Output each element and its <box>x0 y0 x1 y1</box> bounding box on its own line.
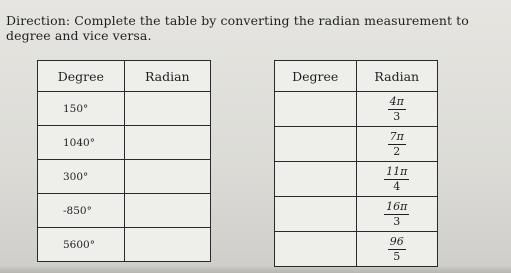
radian-fraction <box>388 236 406 263</box>
table-row <box>38 92 211 126</box>
fraction-denominator: 5 <box>393 250 401 263</box>
radian-cell <box>356 92 438 127</box>
direction-text: Direction: Complete the table by converting the radian measurement to degree and vice versa. <box>6 13 469 43</box>
fraction-denominator: 4 <box>393 180 401 193</box>
table-row <box>275 127 438 162</box>
degree-to-radian-table <box>37 60 211 262</box>
table-row <box>275 92 438 127</box>
degree-cell: 5600° <box>38 228 125 262</box>
radian-answer-cell[interactable] <box>124 126 210 160</box>
radian-fraction <box>384 201 409 228</box>
fraction-numerator: 16π <box>386 200 408 213</box>
page-edge-shadow <box>0 265 511 273</box>
fraction-denominator: 2 <box>393 145 401 158</box>
fraction-numerator: 11π <box>386 165 408 178</box>
fraction-denominator: 3 <box>393 215 401 228</box>
table-row <box>38 126 211 160</box>
table-row <box>275 197 438 232</box>
radian-answer-cell[interactable] <box>124 228 210 262</box>
fraction-numerator: 96 <box>389 235 404 248</box>
radian-answer-cell[interactable] <box>124 160 210 194</box>
degree-answer-cell[interactable] <box>275 232 357 267</box>
table-row <box>275 232 438 267</box>
radian-cell <box>356 232 438 267</box>
radian-fraction <box>384 166 409 193</box>
table-row <box>38 228 211 262</box>
radian-cell <box>356 162 438 197</box>
degree-answer-cell[interactable] <box>275 197 357 232</box>
fraction-denominator: 3 <box>393 110 401 123</box>
radian-fraction <box>388 96 406 123</box>
degree-header: Degree <box>275 61 357 92</box>
radian-answer-cell[interactable] <box>124 92 210 126</box>
radian-cell <box>356 197 438 232</box>
fraction-numerator: 7π <box>389 130 404 143</box>
table-header-row <box>38 61 211 92</box>
degree-header: Degree <box>38 61 125 92</box>
radian-cell <box>356 127 438 162</box>
radian-fraction <box>388 131 406 158</box>
degree-cell: 300° <box>38 160 125 194</box>
degree-cell: 150° <box>38 92 125 126</box>
radian-header: Radian <box>356 61 438 92</box>
degree-cell: -850° <box>38 194 125 228</box>
table-row <box>38 194 211 228</box>
degree-answer-cell[interactable] <box>275 92 357 127</box>
degree-cell: 1040° <box>38 126 125 160</box>
radian-answer-cell[interactable] <box>124 194 210 228</box>
table-header-row <box>275 61 438 92</box>
degree-answer-cell[interactable] <box>275 127 357 162</box>
table-row <box>275 162 438 197</box>
radian-to-degree-table <box>274 60 438 267</box>
fraction-numerator: 4π <box>389 95 404 108</box>
table-row <box>38 160 211 194</box>
radian-header: Radian <box>124 61 210 92</box>
degree-answer-cell[interactable] <box>275 162 357 197</box>
